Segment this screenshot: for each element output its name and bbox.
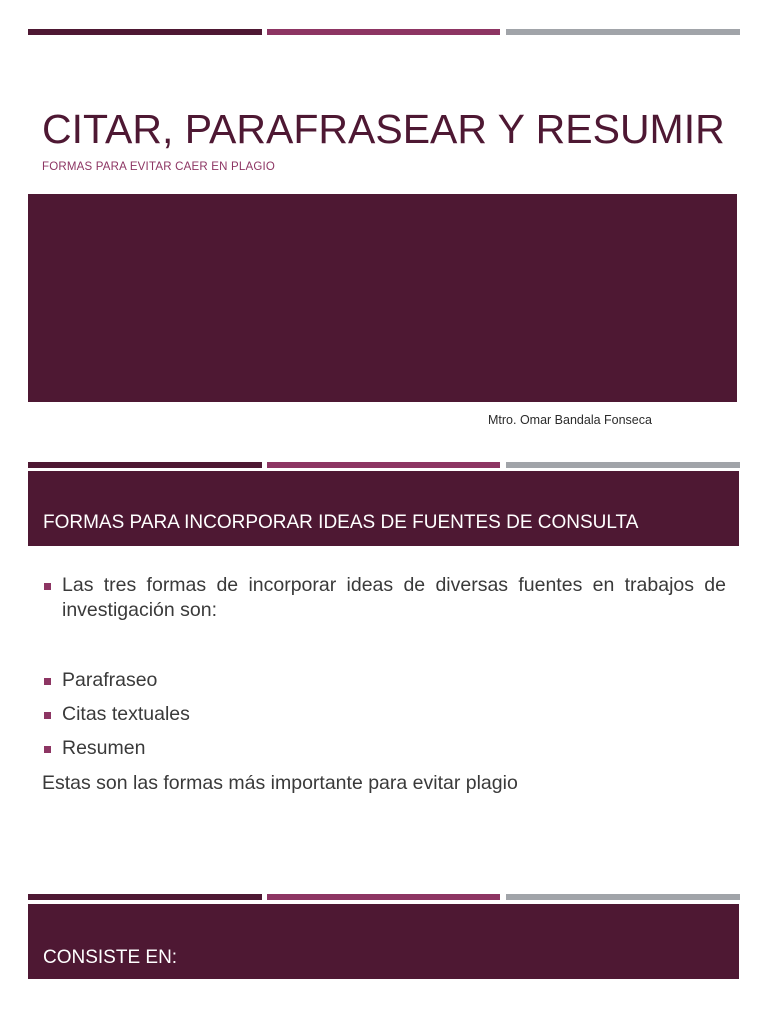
closing-text: Estas son las formas más importante para evitar plagio bbox=[42, 772, 518, 794]
stripe-primary bbox=[28, 462, 262, 468]
slide-title bbox=[0, 0, 768, 450]
list-item-text: Citas textuales bbox=[62, 703, 190, 725]
title-color-block bbox=[28, 194, 737, 402]
stripe-accent bbox=[267, 29, 500, 35]
square-bullet-icon bbox=[44, 583, 51, 590]
slide-header-title: FORMAS PARA INCORPORAR IDEAS DE FUENTES DE CONSULTA bbox=[43, 512, 639, 533]
slide-title-text: CITAR, PARAFRASEAR Y RESUMIR bbox=[42, 106, 725, 152]
stripe-accent bbox=[267, 462, 500, 468]
list-item-text: Parafraseo bbox=[62, 669, 158, 691]
slide-header-bar bbox=[28, 904, 739, 979]
decorative-stripes bbox=[28, 462, 740, 468]
decorative-stripes bbox=[28, 29, 740, 35]
slide-subtitle: FORMAS PARA EVITAR CAER EN PLAGIO bbox=[42, 161, 276, 173]
stripe-primary bbox=[28, 29, 262, 35]
slide-header-bar bbox=[28, 471, 739, 546]
list-item-text: Las tres formas de incorporar ideas de diversas fuentes en trabajos de investigación son: bbox=[62, 574, 726, 621]
stripe-gray bbox=[506, 894, 740, 900]
square-bullet-icon bbox=[44, 678, 51, 685]
stripe-gray bbox=[506, 462, 740, 468]
stripe-gray bbox=[506, 29, 740, 35]
decorative-stripes bbox=[28, 894, 740, 900]
stripe-primary bbox=[28, 894, 262, 900]
author-name: Mtro. Omar Bandala Fonseca bbox=[488, 413, 652, 427]
square-bullet-icon bbox=[44, 712, 51, 719]
list-item bbox=[42, 736, 726, 761]
stripe-accent bbox=[267, 894, 500, 900]
slide-next bbox=[0, 880, 768, 1024]
slide-content bbox=[0, 450, 768, 880]
list-item bbox=[42, 573, 726, 623]
slide-header-title: CONSISTE EN: bbox=[43, 947, 178, 968]
list-item bbox=[42, 668, 726, 693]
list-item bbox=[42, 702, 726, 727]
list-item-text: Resumen bbox=[62, 737, 146, 759]
square-bullet-icon bbox=[44, 746, 51, 753]
